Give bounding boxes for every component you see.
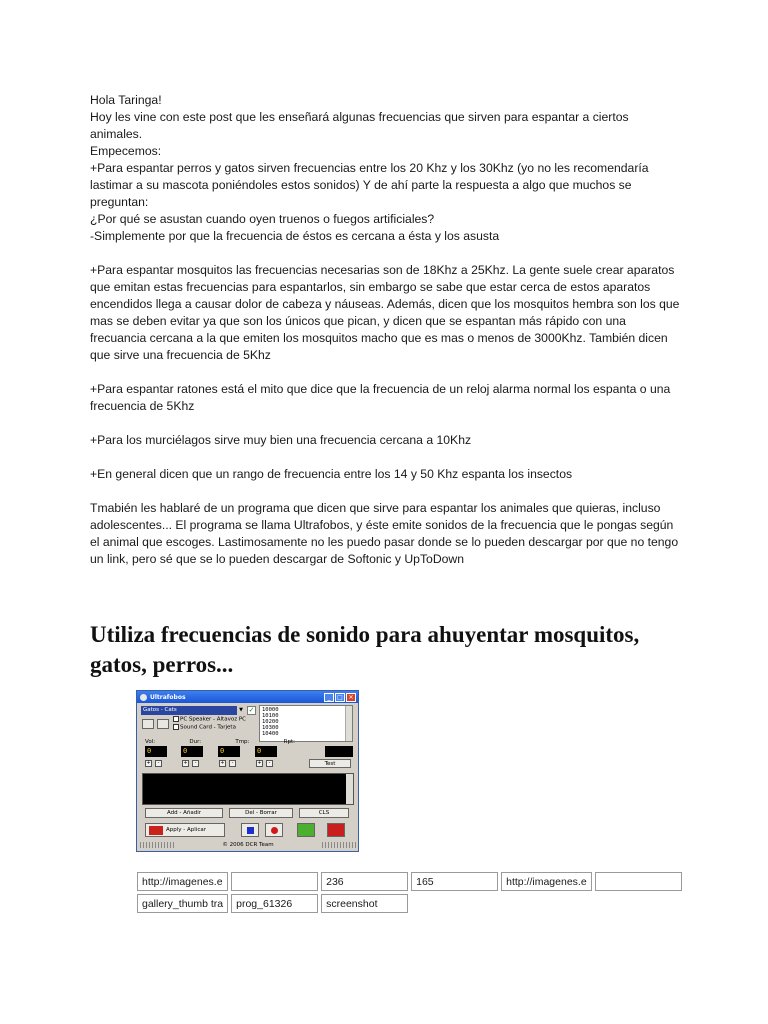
speaker-icon bbox=[149, 826, 163, 835]
minimize-icon: _ bbox=[324, 693, 334, 702]
paragraph: -Simplemente por que la frecuencia de éstos es cercana a ésta y los asusta bbox=[90, 229, 500, 243]
article-body bbox=[90, 92, 680, 568]
broadcast-button bbox=[297, 823, 315, 837]
checkbox bbox=[173, 716, 179, 722]
stop-button bbox=[241, 823, 259, 837]
close-icon: ✕ bbox=[346, 693, 356, 702]
spacer bbox=[90, 415, 680, 432]
table-cell: gallery_thumb tra bbox=[137, 894, 228, 913]
paragraph: +Para espantar perros y gatos sirven frecuencias entre los 20 Khz y los 30Khz (yo no les recomendaría lastimar a su mascota poniéndoles estos sonidos) Y de ahí parte la respuesta a algo que muchos se preguntan: bbox=[90, 161, 649, 209]
table-cell: 236 bbox=[321, 872, 408, 891]
rpt-display: 0 bbox=[255, 746, 277, 757]
param-labels bbox=[145, 739, 295, 745]
scrollbar bbox=[346, 774, 353, 804]
paragraph: Hoy les vine con este post que les enseñará algunas frecuencias que sirven para espantar a ciertos animales. bbox=[90, 110, 629, 141]
table-cell: http://imagenes.e bbox=[137, 872, 228, 891]
list-item: 10000 bbox=[262, 707, 279, 713]
label: Dur: bbox=[189, 739, 202, 745]
table-cell: screenshot bbox=[321, 894, 408, 913]
table-row bbox=[137, 894, 682, 913]
plus-icon: + bbox=[220, 760, 225, 766]
minus-icon: - bbox=[192, 760, 199, 767]
cls-button: CLS bbox=[299, 808, 349, 818]
paragraph: Tmabién les hablaré de un programa que dicen que sirve para espantar los animales que quieras, incluso adolescentes... El programa se llama Ultrafobos, y éste emite sonidos de la frecuencia que le pongas según el animal que escoges. Lastimosamente no les puedo pasar donde se lo pueden descargar por que no tengo un link, pero sé que se lo pueden descargar de Softonic y UpToDown bbox=[90, 501, 679, 566]
spacer bbox=[90, 449, 680, 466]
check-icon: ✓ bbox=[248, 706, 255, 714]
plus-icon: + bbox=[257, 760, 262, 766]
paragraph: +Para espantar mosquitos las frecuencias necesarias son de 18Khz a 25Khz. La gente suele crear aparatos que emitan estas frecuencias para espantarlos, sin embargo se sabe que estar cerca de estos aparatos encendidos llega a causar dolor de cabeza y náuseas. Además, dicen que los mosquitos hembra son los que mas se deben evitar ya que son los únicos que pican, y dicen que se espantan más rápido con una frecuancia cercana a la que emiten los mosquitos macho que es mas o menos de 3000Khz. También dicen que sirve una frecuencia de 5Khz bbox=[90, 263, 680, 362]
table-cell bbox=[411, 894, 498, 913]
metadata-table bbox=[134, 869, 685, 916]
record-button bbox=[265, 823, 283, 837]
paragraph: +Para espantar ratones está el mito que dice que la frecuencia de un reloj alarma normal los espanta o una frecuencia de 5Khz bbox=[90, 382, 671, 413]
paragraph: ¿Por qué se asustan cuando oyen truenos o fuegos artificiales? bbox=[90, 212, 435, 226]
frequency-list bbox=[259, 705, 353, 742]
maximize-icon: □ bbox=[335, 693, 345, 702]
test-button: Test bbox=[309, 759, 351, 768]
table-cell bbox=[595, 894, 682, 913]
list-item: 10400 bbox=[262, 731, 279, 737]
ultrafobos-screenshot bbox=[136, 690, 359, 852]
spacer bbox=[90, 364, 680, 381]
table-cell: prog_61326 bbox=[231, 894, 318, 913]
animal-combo bbox=[141, 706, 245, 715]
minus-icon: - bbox=[229, 760, 236, 767]
table-cell: http://imagenes.e bbox=[501, 872, 592, 891]
checkbox-label: Sound Card - Tarjeta bbox=[180, 724, 236, 730]
table-cell bbox=[231, 872, 318, 891]
plus-icon: + bbox=[183, 760, 188, 766]
output-screen bbox=[142, 773, 354, 805]
delete-button: Del - Borrar bbox=[229, 808, 293, 818]
tmp-display: 0 bbox=[218, 746, 240, 757]
speaker-icon bbox=[142, 719, 154, 729]
footer-text: © 2006 DCR Team bbox=[222, 842, 274, 848]
table-cell bbox=[595, 872, 682, 891]
grip bbox=[322, 842, 356, 848]
paragraph: Hola Taringa! bbox=[90, 93, 162, 107]
spacer bbox=[90, 483, 680, 500]
article-heading: Utiliza frecuencias de sonido para ahuyentar mosquitos, gatos, perros... bbox=[90, 622, 640, 677]
checkbox bbox=[173, 724, 179, 730]
minus-icon: - bbox=[155, 760, 162, 767]
chevron-down-icon: ▼ bbox=[237, 706, 245, 715]
close-app-button bbox=[327, 823, 345, 837]
window-titlebar bbox=[137, 691, 358, 703]
apply-label: Apply - Aplicar bbox=[166, 827, 206, 833]
list-item: 10100 bbox=[262, 713, 279, 719]
dur-display: 0 bbox=[181, 746, 203, 757]
checkbox-label: PC Speaker - Altavoz PC bbox=[180, 716, 246, 723]
list-item: 10300 bbox=[262, 725, 279, 731]
label: Tmp: bbox=[235, 739, 250, 745]
card-icon bbox=[157, 719, 169, 729]
stop-icon bbox=[247, 827, 254, 834]
combo-value: Gatos - Cats bbox=[143, 707, 177, 713]
display-bar bbox=[325, 746, 353, 757]
output-checkboxes bbox=[173, 716, 246, 731]
vol-display: 0 bbox=[145, 746, 167, 757]
table-row bbox=[137, 872, 682, 891]
app-icon bbox=[140, 694, 147, 701]
plus-icon: + bbox=[146, 760, 151, 766]
status-bar bbox=[140, 841, 356, 849]
paragraph: Empecemos: bbox=[90, 144, 162, 158]
list-item: 10200 bbox=[262, 719, 279, 725]
label: Rpt: bbox=[283, 739, 295, 745]
paragraph: +Para los murciélagos sirve muy bien una frecuencia cercana a 10Khz bbox=[90, 433, 472, 447]
table-cell bbox=[501, 894, 592, 913]
table-cell: 165 bbox=[411, 872, 498, 891]
paragraph: +En general dicen que un rango de frecuencia entre los 14 y 50 Khz espanta los insectos bbox=[90, 467, 573, 481]
grip bbox=[140, 842, 174, 848]
add-button: Add - Añadir bbox=[145, 808, 223, 818]
window-title: Ultrafobos bbox=[150, 693, 186, 701]
scrollbar bbox=[345, 706, 352, 741]
spacer bbox=[90, 245, 680, 262]
label: Vol: bbox=[145, 739, 156, 745]
apply-button bbox=[145, 823, 225, 837]
record-icon bbox=[271, 827, 278, 834]
minus-icon: - bbox=[266, 760, 273, 767]
